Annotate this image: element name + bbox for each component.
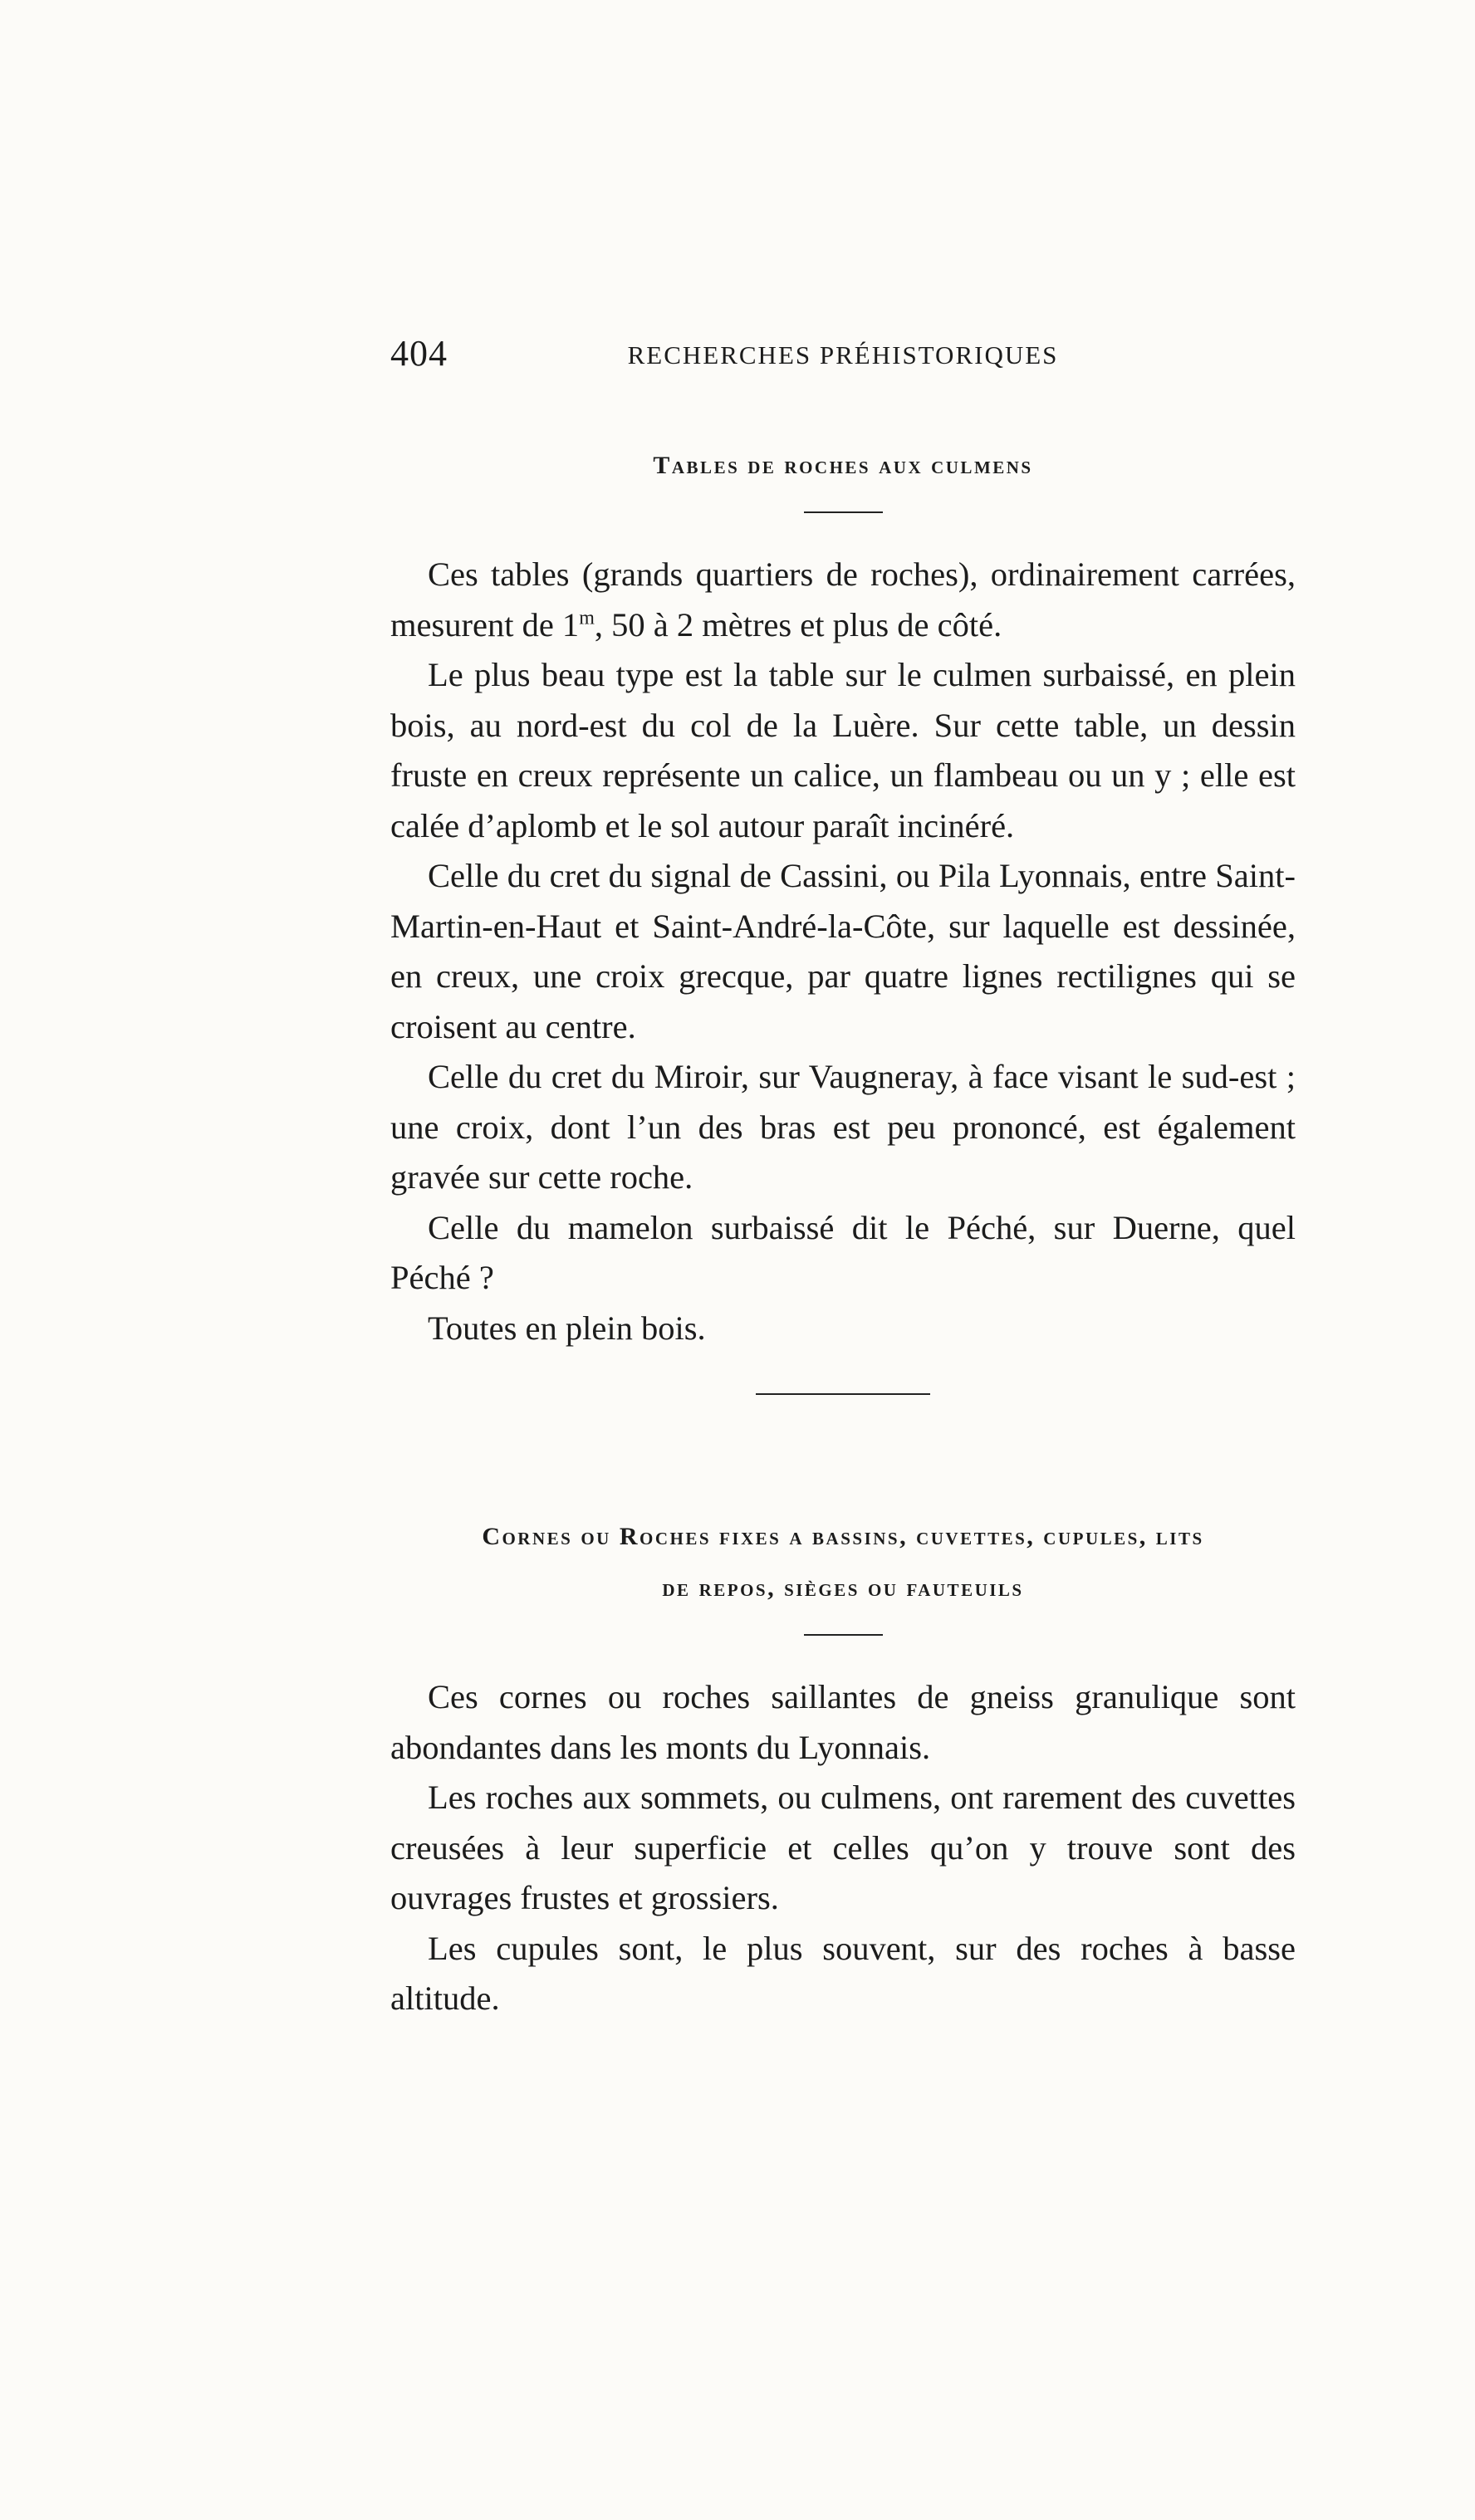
section-rule <box>804 1634 883 1636</box>
running-title: RECHERCHES PRÉHISTORIQUES <box>627 340 1059 369</box>
section-title-tables: Tables de roches aux culmens <box>653 452 1033 479</box>
paragraph: Toutes en plein bois. <box>428 1309 706 1347</box>
section-rule <box>804 511 883 513</box>
paragraph <box>390 550 1296 650</box>
running-head <box>390 332 1296 382</box>
paragraph: Le plus beau type est la table sur le culmen surbaissé, en plein bois, au nord-est du col de la Luère. Sur cette table, un dessin fruste en creux représente un calice, un flambeau ou un y ; elle est calée d’aplomb et le sol autour paraît incinéré. <box>390 656 1296 844</box>
paragraph-text: , 50 à 2 mètres et plus de côté. <box>594 605 1002 643</box>
paragraph: Ces cornes ou roches saillantes de gneiss granulique sont abondantes dans les monts du Lyonnais. <box>390 1678 1296 1766</box>
paragraph: Celle du cret du signal de Cassini, ou Pila Lyonnais, entre Saint-Martin-en-Haut et Saint-André-la-Côte, sur laquelle est dessinée, en creux, une croix grecque, par quatre lignes rectilignes qui se croisent au centre. <box>390 857 1296 1045</box>
superscript: m <box>579 607 595 629</box>
page-content <box>390 332 1296 2024</box>
section-divider <box>756 1393 930 1395</box>
section-title-line: Cornes ou Roches fixes a bassins, cuvettes, cupules, lits <box>482 1523 1204 1550</box>
page-number: 404 <box>390 333 448 374</box>
paragraph-text: Ces tables (grands quartiers de roches), ordinairement carrées, mesurent de 1 <box>390 555 1296 643</box>
paragraph: Les roches aux sommets, ou culmens, ont rarement des cuvettes creusées à leur superficie et celles qu’on y trouve sont des ouvrages frustes et grossiers. <box>390 1779 1296 1916</box>
paragraph: Les cupules sont, le plus souvent, sur des roches à basse altitude. <box>390 1929 1296 2017</box>
section-title-cornes <box>390 1511 1296 1614</box>
paragraph: Celle du cret du Miroir, sur Vaugneray, à face visant le sud-est ; une croix, dont l’un des bras est peu prononcé, est également gravée sur cette roche. <box>390 1058 1296 1196</box>
section-title-line: de repos, sièges ou fauteuils <box>662 1574 1024 1602</box>
paragraph: Celle du mamelon surbaissé dit le Péché, sur Duerne, quel Péché ? <box>390 1208 1296 1296</box>
